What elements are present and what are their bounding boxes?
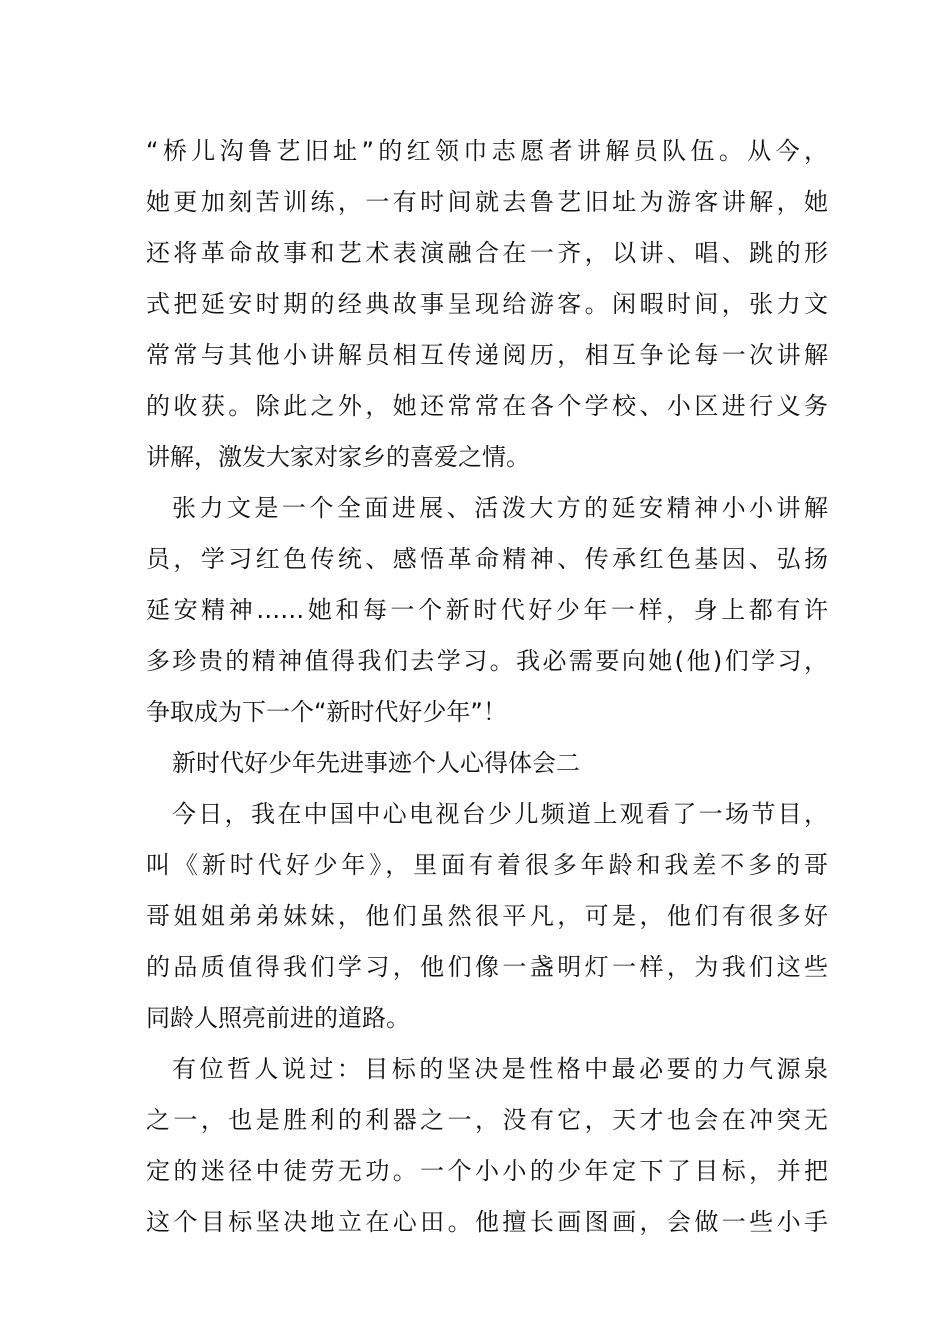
- text-line: 有位哲人说过：目标的坚决是性格中最必要的力气源泉: [172, 1055, 828, 1083]
- text-line: 常常与其他小讲解员相互传递阅历，相互争论每一次讲解: [146, 341, 828, 369]
- text-line: 争取成为下一个“新时代好少年”！: [146, 698, 507, 726]
- text-line: 哥姐姐弟弟妹妹，他们虽然很平凡，可是，他们有很多好: [146, 902, 828, 930]
- document-body: [146, 126, 828, 1248]
- text-line: 员，学习红色传统、感悟革命精神、传承红色基因、弘扬: [146, 545, 828, 573]
- text-line: 她更加刻苦训练，一有时间就去鲁艺旧址为游客讲解，她: [146, 188, 828, 216]
- text-line: 这个目标坚决地立在心田。他擅长画图画，会做一些小手: [146, 1208, 828, 1236]
- text-line: 延安精神……她和每一个新时代好少年一样，身上都有许: [146, 596, 828, 624]
- text-line: 之一，也是胜利的利器之一，没有它，天才也会在冲突无: [146, 1106, 828, 1134]
- text-line: 讲解，激发大家对家乡的喜爱之情。: [146, 443, 530, 471]
- text-line: 还将革命故事和艺术表演融合在一齐，以讲、唱、跳的形: [146, 239, 828, 267]
- text-line: 的收获。除此之外，她还常常在各个学校、小区进行义务: [146, 392, 828, 420]
- text-line: 式把延安时期的经典故事呈现给游客。闲暇时间，张力文: [146, 290, 828, 318]
- text-line: 多珍贵的精神值得我们去学习。我必需要向她(他)们学习，: [146, 647, 828, 675]
- text-line: 的品质值得我们学习，他们像一盏明灯一样，为我们这些: [146, 953, 828, 981]
- text-line: “桥儿沟鲁艺旧址”的红领巾志愿者讲解员队伍。从今，: [146, 137, 828, 165]
- text-line: 叫《新时代好少年》，里面有着很多年龄和我差不多的哥: [146, 851, 828, 879]
- text-line: 同龄人照亮前进的道路。: [146, 1004, 410, 1032]
- text-line: 张力文是一个全面进展、活泼大方的延安精神小小讲解: [172, 494, 828, 522]
- text-line: 定的迷径中徒劳无功。一个小小的少年定下了目标，并把: [146, 1157, 828, 1185]
- section-heading: 新时代好少年先进事迹个人心得体会二: [172, 749, 580, 777]
- text-line: 今日，我在中国中心电视台少儿频道上观看了一场节目，: [172, 800, 828, 828]
